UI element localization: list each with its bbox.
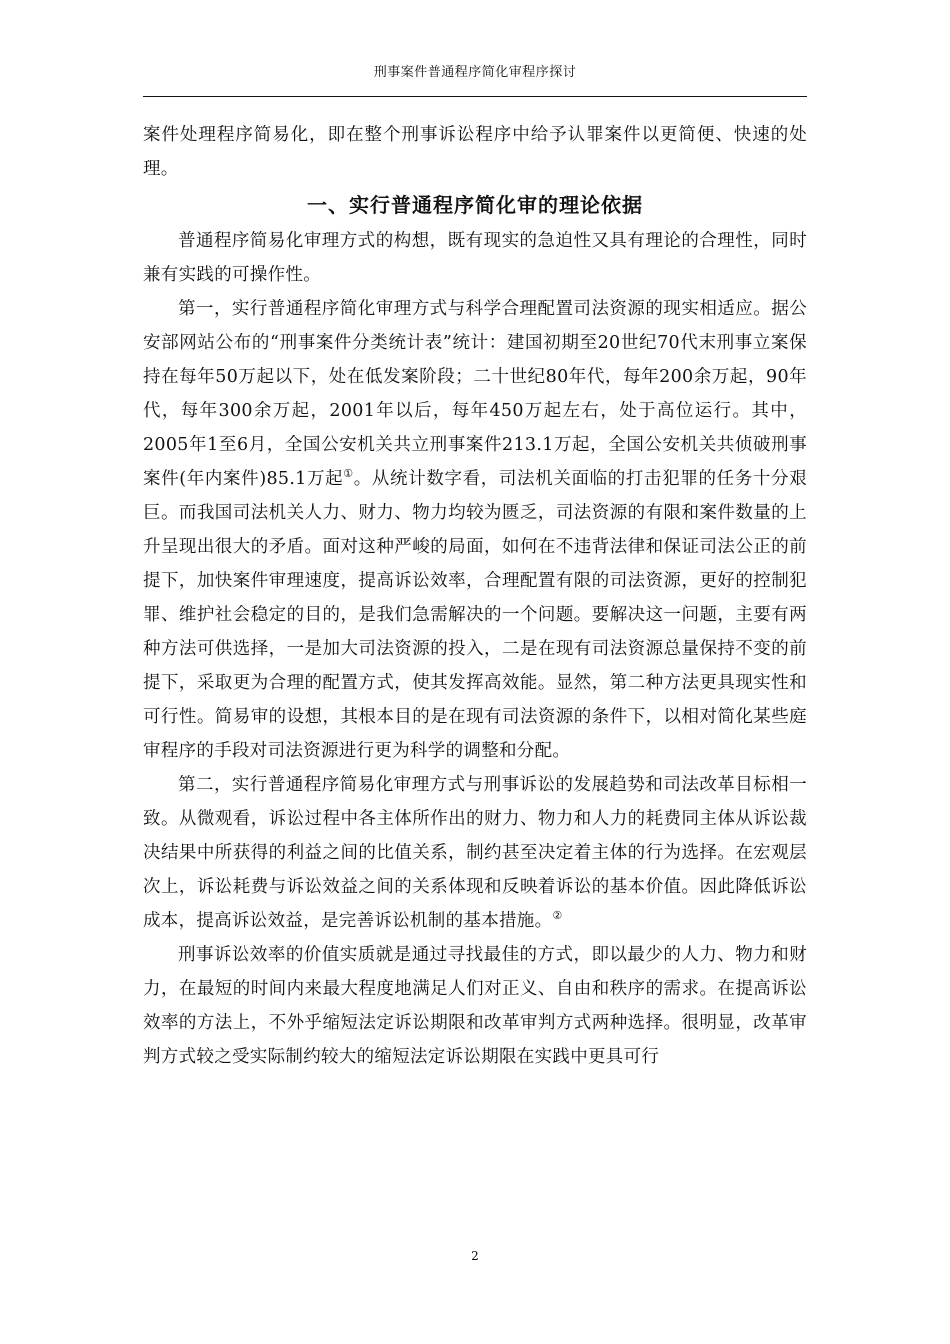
page-number: 2 [471,1249,479,1263]
paragraph-first-reason [143,292,807,768]
section-heading-theory: 一、实行普通程序简化审的理论依据 [307,193,643,217]
footnote-ref-2[interactable]: ② [552,909,563,923]
paragraph-efficiency: 刑事诉讼效率的价值实质就是通过寻找最佳的方式，即以最少的人力、物力和财力，在最短的时间内来最大程度地满足人们对正义、自由和秩序的需求。在提高诉讼效率的方法上，不外乎缩短法定诉讼期限和改革审判方式两种选择。很明显，改革审判方式较之受实际制约较大的缩短法定诉讼期限在实践中更具可行 [143,945,807,1067]
footnote-ref-1[interactable]: ① [343,467,354,481]
document-body [143,118,807,1074]
paragraph-intro-continuation: 案件处理程序简易化，即在整个刑事诉讼程序中给予认罪案件以更简便、快速的处理。 [143,125,807,179]
paragraph-second-reason-text: 第二，实行普通程序简易化审理方式与刑事诉讼的发展趋势和司法改革目标相一致。从微观看，诉讼过程中各主体所作出的财力、物力和人力的耗费同主体从诉讼裁决结果中所获得的利益之间的比值关系，制约甚至决定着主体的行为选择。在宏观层次上，诉讼耗费与诉讼效益之间的关系体现和反映着诉讼的基本价值。因此降低诉讼成本，提高诉讼效益，是完善诉讼机制的基本措施。 [143,775,807,931]
running-header: 刑事案件普通程序简化审程序探讨 [373,65,577,80]
paragraph-overview: 普通程序简易化审理方式的构想，既有现实的急迫性又具有理论的合理性，同时兼有实践的可操作性。 [143,231,807,285]
paragraph-second-reason [143,768,807,938]
paragraph-first-reason-text: 第一，实行普通程序简化审理方式与科学合理配置司法资源的现实相适应。据公安部网站公布的“刑事案件分类统计表”统计：建国初期至20世纪70代末刑事立案保持在每年50万起以下，处在低发案阶段；二十世纪80年代，每年200余万起，90年代，每年300余万起，2001年以后，每年450万起左右，处于高位运行。其中，2005年1至6月，全国公安机关共立刑事案件213.1万起，全国公安机关共侦破刑事案件(年内案件)85.1万起 [143,299,807,489]
paragraph-first-reason-rest: 。从统计数字看，司法机关面临的打击犯罪的任务十分艰巨。而我国司法机关人力、财力、物力均较为匮乏，司法资源的有限和案件数量的上升呈现出很大的矛盾。面对这种严峻的局面，如何在不违背法律和保证司法公正的前提下，加快案件审理速度，提高诉讼效率，合理配置有限的司法资源，更好的控制犯罪、维护社会稳定的目的，是我们急需解决的一个问题。要解决这一问题，主要有两种方法可供选择，一是加大司法资源的投入，二是在现有司法资源总量保持不变的前提下，采取更为合理的配置方式，使其发挥高效能。显然，第二种方法更具现实性和可行性。简易审的设想，其根本目的是在现有司法资源的条件下，以相对简化某些庭审程序的手段对司法资源进行更为科学的调整和分配。 [143,469,807,761]
header-divider [143,96,807,97]
